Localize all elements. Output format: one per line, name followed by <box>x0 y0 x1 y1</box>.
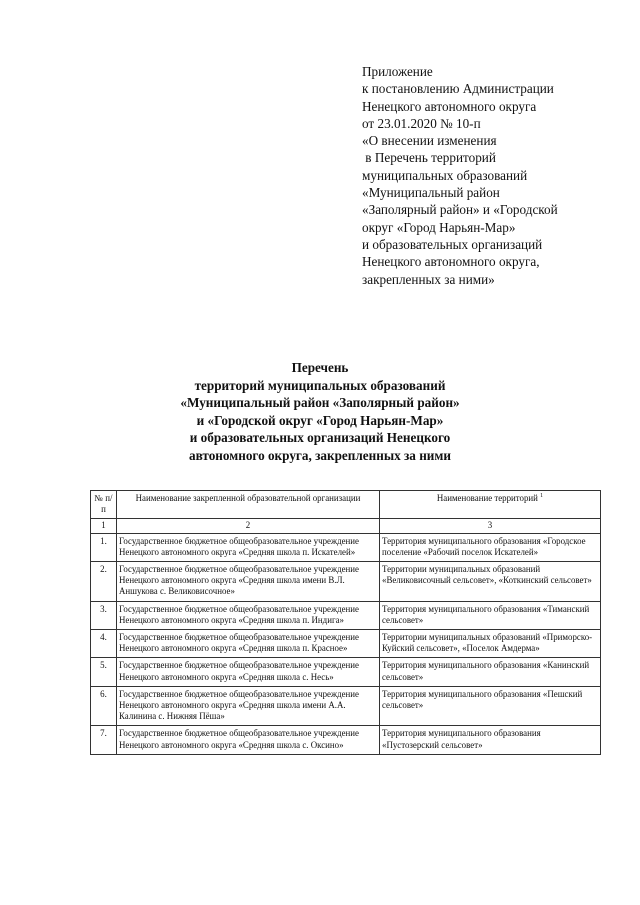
header-organization: Наименование закрепленной образовательной организации <box>117 491 380 519</box>
appendix-line: «О внесении изменения <box>362 133 497 149</box>
appendix-line: Приложение <box>362 64 433 79</box>
organization-cell: Государственное бюджетное общеобразовательное учреждение Ненецкого автономного округа «Средняя школа имени А.А. Калинина с. Нижняя Пёша» <box>117 686 380 726</box>
organization-cell: Государственное бюджетное общеобразовательное учреждение Ненецкого автономного округа «Средняя школа с. Несь» <box>117 658 380 686</box>
title-line: Перечень <box>291 360 349 375</box>
appendix-line: в Перечень территорий <box>362 150 496 166</box>
document-title <box>120 359 520 465</box>
header-number: № п/п <box>91 491 117 519</box>
territory-cell: Территория муниципального образования «Тиманский сельсовет» <box>380 601 601 629</box>
table-row <box>91 630 601 658</box>
row-number: 1. <box>91 533 117 561</box>
appendix-line: «Муниципальный район <box>362 185 500 201</box>
table-row <box>91 658 601 686</box>
title-line: территорий муниципальных образований <box>194 377 446 393</box>
row-number: 5. <box>91 658 117 686</box>
territory-cell: Территория муниципального образования «Пустозерский сельсовет» <box>380 726 601 754</box>
appendix-line: Ненецкого автономного округа <box>362 98 537 114</box>
column-number: 1 <box>91 519 117 533</box>
appendix-line: к постановлению Администрации <box>362 81 554 97</box>
organization-cell: Государственное бюджетное общеобразовательное учреждение Ненецкого автономного округа «Средняя школа п. Искателей» <box>117 533 380 561</box>
territory-cell: Территории муниципальных образований «Великовисочный сельсовет», «Коткинский сельсовет» <box>380 562 601 602</box>
footnote-marker: 1 <box>540 493 544 500</box>
territory-cell: Территории муниципальных образований «Приморско-Куйский сельсовет», «Поселок Амдерма» <box>380 630 601 658</box>
appendix-line: и образовательных организаций <box>362 236 543 252</box>
row-number: 6. <box>91 686 117 726</box>
organization-cell: Государственное бюджетное общеобразовательное учреждение Ненецкого автономного округа «Средняя школа с. Оксино» <box>117 726 380 754</box>
appendix-line: Ненецкого автономного округа, <box>362 254 540 270</box>
appendix-block <box>362 63 612 288</box>
appendix-line: закрепленных за ними» <box>362 271 495 287</box>
territory-cell: Территория муниципального образования «Городское поселение «Рабочий поселок Искателей» <box>380 533 601 561</box>
table-row <box>91 562 601 602</box>
row-number: 2. <box>91 562 117 602</box>
title-line: автономного округа, закрепленных за ними <box>189 447 451 463</box>
header-territory: Наименование территорий $^1$ <box>380 491 601 519</box>
appendix-line: округ «Город Нарьян-Мар» <box>362 219 516 235</box>
table-row <box>91 686 601 726</box>
row-number: 7. <box>91 726 117 754</box>
table-row <box>91 601 601 629</box>
territories-table <box>90 490 601 755</box>
column-number: 3 <box>380 519 601 533</box>
appendix-line: «Заполярный район» и «Городской <box>362 202 558 218</box>
column-number: 2 <box>117 519 380 533</box>
appendix-line: муниципальных образований <box>362 167 528 183</box>
territory-cell: Территория муниципального образования «Пешский сельсовет» <box>380 686 601 726</box>
table-row <box>91 726 601 754</box>
column-number-row <box>91 519 601 533</box>
row-number: 3. <box>91 601 117 629</box>
title-line: и «Городской округ «Город Нарьян-Мар» <box>196 412 444 428</box>
table-header-row <box>91 491 601 519</box>
title-line: «Муниципальный район «Заполярный район» <box>180 395 460 411</box>
organization-cell: Государственное бюджетное общеобразовательное учреждение Ненецкого автономного округа «Средняя школа п. Индига» <box>117 601 380 629</box>
territory-cell: Территория муниципального образования «Канинский сельсовет» <box>380 658 601 686</box>
title-line: и образовательных организаций Ненецкого <box>189 430 451 446</box>
organization-cell: Государственное бюджетное общеобразовательное учреждение Ненецкого автономного округа «Средняя школа п. Красное» <box>117 630 380 658</box>
row-number: 4. <box>91 630 117 658</box>
appendix-line: от 23.01.2020 № 10-п <box>362 115 481 131</box>
table-row <box>91 533 601 561</box>
organization-cell: Государственное бюджетное общеобразовательное учреждение Ненецкого автономного округа «Средняя школа имени В.Л. Аншукова с. Великовисочное» <box>117 562 380 602</box>
